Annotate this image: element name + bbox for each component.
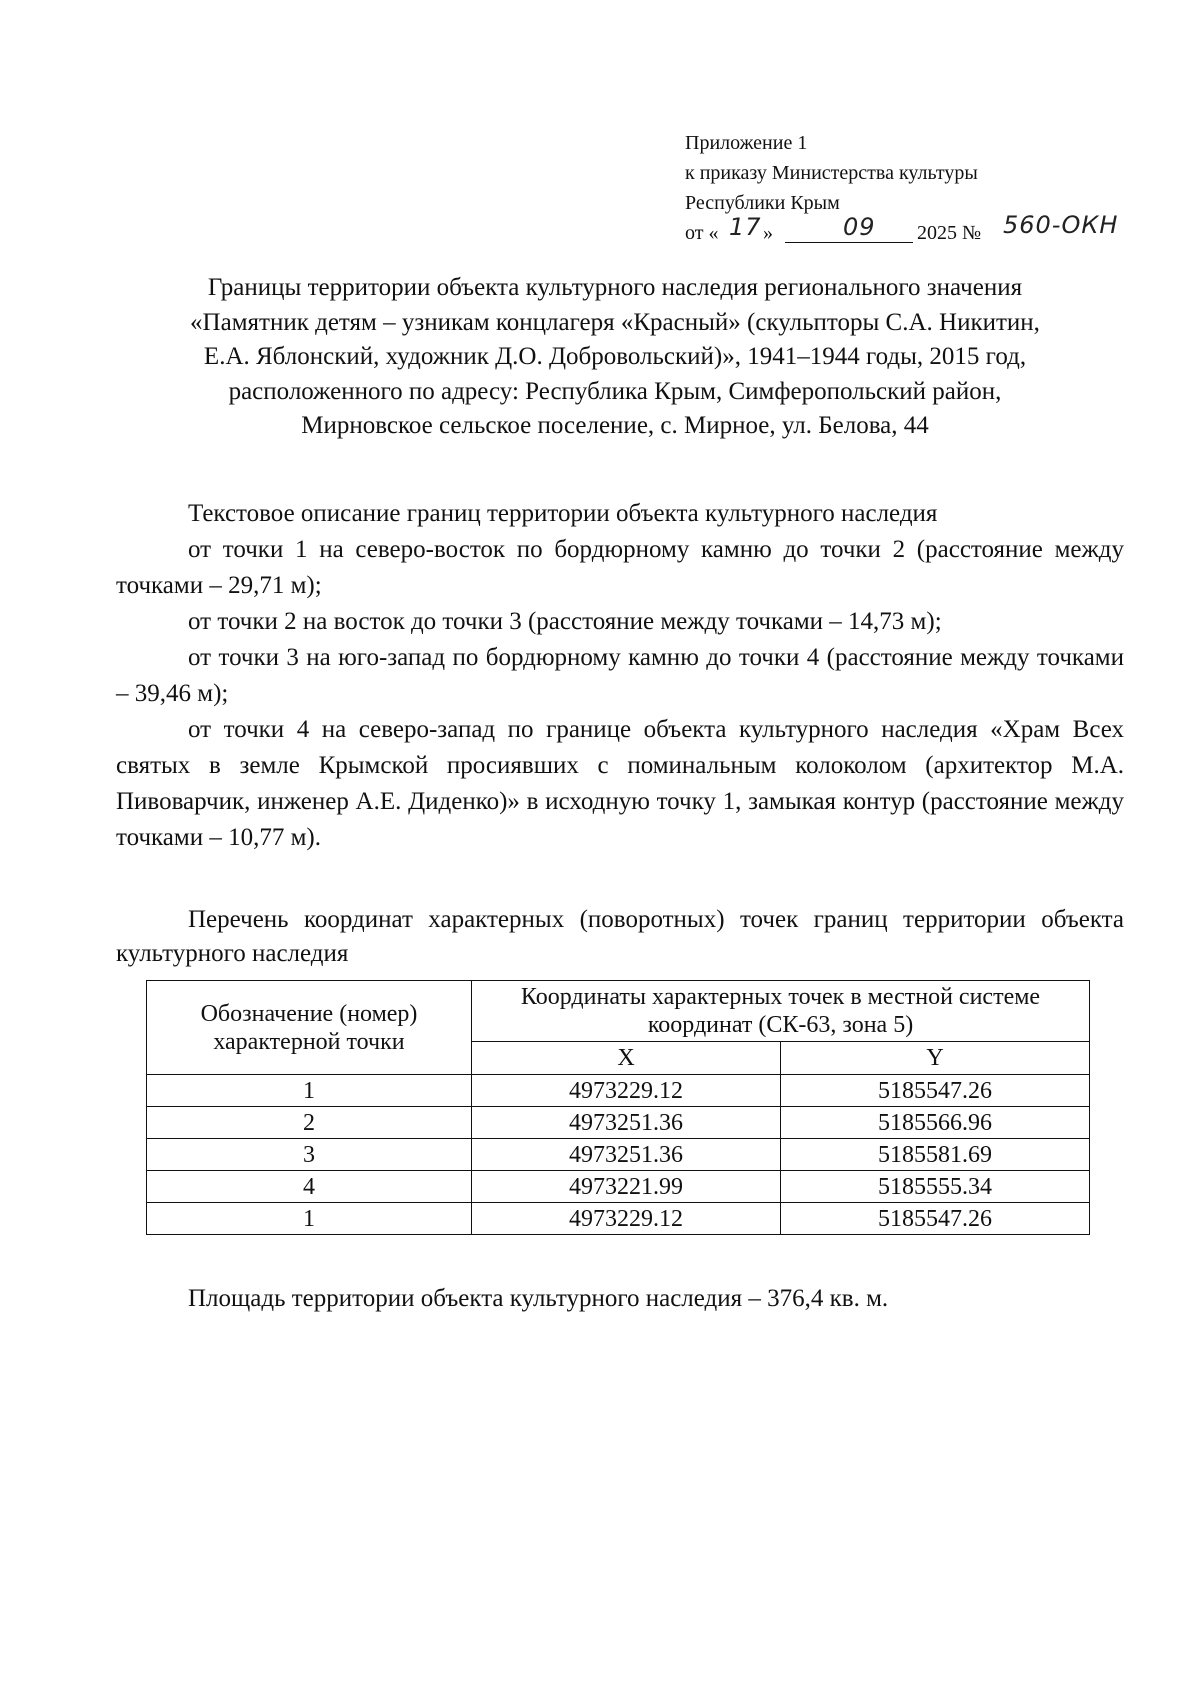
header-coordinates: Координаты характерных точек в местной системе координат (СК-63, зона 5) — [472, 981, 1090, 1042]
title-line: Е.А. Яблонский, художник Д.О. Добровольский)», 1941–1944 годы, 2015 год, — [203, 343, 1027, 370]
table-intro: Перечень координат характерных (поворотных) точек границ территории объекта культурного наследия — [116, 906, 1124, 967]
document-title — [110, 271, 1120, 444]
title-line: «Памятник детям – узникам концлагеря «Красный» (скульпторы С.А. Никитин, — [190, 308, 1040, 336]
date-year: 2025 № — [917, 222, 982, 244]
table-row — [147, 1139, 1090, 1171]
description-paragraph: от точки 1 на северо-восток по бордюрному камню до точки 2 (расстояние между точками – 29,71 м); — [116, 536, 1124, 599]
cell-x: 4973251.36 — [472, 1107, 781, 1139]
date-day: 17 — [729, 213, 762, 241]
cell-y: 5185547.26 — [780, 1075, 1089, 1107]
cell-point: 3 — [147, 1139, 472, 1171]
area-statement: Площадь территории объекта культурного наследия – 376,4 кв. м. — [188, 1285, 889, 1312]
description-paragraph: от точки 2 на восток до точки 3 (расстояние между точками – 14,73 м); — [188, 608, 942, 635]
order-number: 560-ОКН — [1003, 211, 1119, 239]
order-date-line — [685, 211, 1145, 248]
title-line: расположенного по адресу: Республика Крым, Симферопольский район, — [228, 377, 1002, 405]
cell-point: 1 — [147, 1203, 472, 1235]
cell-point: 1 — [147, 1075, 472, 1107]
cell-point: 2 — [147, 1107, 472, 1139]
table-row — [147, 1075, 1090, 1107]
cell-x: 4973251.36 — [472, 1139, 781, 1171]
title-line: Мирновское сельское поселение, с. Мирное, ул. Белова, 44 — [301, 412, 929, 439]
date-mid: » — [763, 222, 773, 244]
date-prefix: от « — [685, 222, 719, 244]
table-row — [147, 1107, 1090, 1139]
cell-x: 4973229.12 — [472, 1203, 781, 1235]
description-paragraph: от точки 4 на северо-запад по границе объекта культурного наследия «Храм Всех святых в земле Крымской просиявших с поминальным колоколом (архитектор М.А. Пивоварчик, инженер А.Е. Диденко)» в исходную точку 1, замыкая контур (расстояние между точками – 10,77 м). — [116, 716, 1124, 851]
cell-x: 4973229.12 — [472, 1075, 781, 1107]
appendix-republic: Республики Крым — [685, 192, 840, 214]
date-month: 09 — [843, 213, 876, 241]
description-paragraph: от точки 3 на юго-запад по бордюрному камню до точки 4 (расстояние между точками – 39,46 м); — [116, 644, 1124, 707]
cell-y: 5185581.69 — [780, 1139, 1089, 1171]
title-line: Границы территории объекта культурного наследия регионального значения — [207, 274, 1023, 301]
appendix-order-ref: к приказу Министерства культуры — [685, 162, 978, 184]
coordinates-table — [146, 980, 1090, 1235]
description-heading: Текстовое описание границ территории объекта культурного наследия — [188, 500, 938, 527]
appendix-number: Приложение 1 — [685, 132, 808, 154]
table-row — [147, 1203, 1090, 1235]
boundary-description — [116, 496, 1124, 856]
appendix-header — [685, 128, 1145, 248]
header-designation: Обозначение (номер) характерной точки — [147, 981, 472, 1075]
header-x: X — [472, 1042, 781, 1075]
cell-y: 5185547.26 — [780, 1203, 1089, 1235]
table-row — [147, 1171, 1090, 1203]
cell-point: 4 — [147, 1171, 472, 1203]
cell-y: 5185566.96 — [780, 1107, 1089, 1139]
cell-x: 4973221.99 — [472, 1171, 781, 1203]
cell-y: 5185555.34 — [780, 1171, 1089, 1203]
header-y: Y — [780, 1042, 1089, 1075]
